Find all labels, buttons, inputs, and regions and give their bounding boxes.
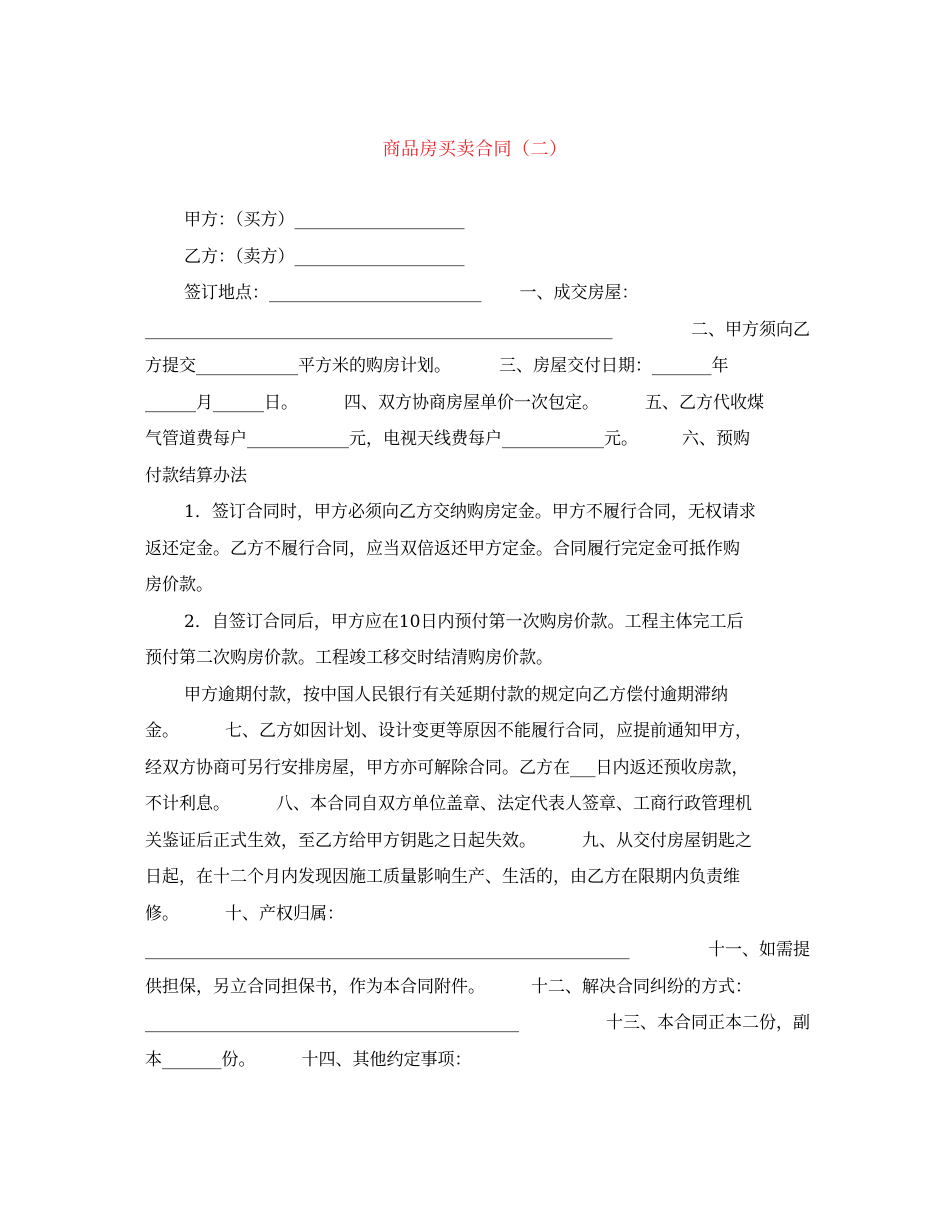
clause-2-heading: 二、甲方须向乙 <box>691 319 810 340</box>
para-3-line-1: 甲方逾期付款，按中国人民银行有关延期付款的规定向乙方偿付逾期滞纳 <box>184 684 728 705</box>
blank-line: _______________________________________________________ <box>145 319 613 340</box>
clause-13-end: 本_______份。 <box>145 1049 256 1070</box>
blank-line: ____________________________________________ <box>145 1013 519 1033</box>
clause-11-heading: 十一、如需提 <box>708 940 810 960</box>
para-3-text: 金。 <box>145 721 179 741</box>
para-3-line-2 <box>145 713 810 750</box>
para-3-line-7 <box>145 896 810 933</box>
para-3-line-8 <box>145 932 810 969</box>
contract-body <box>145 202 810 1078</box>
para-1-line-2: 返还定金。乙方不履行合同，应当双倍返还甲方定金。合同履行完定金可抵作购 <box>145 538 740 559</box>
clause-8-heading: 八、本合同自双方单位盖章、法定代表人签章、工商行政管理机 <box>276 794 752 814</box>
clause-14-heading: 十四、其他约定事项： <box>301 1049 472 1070</box>
clause-5-text: 气管道费每户____________元，电视天线费每户____________元。 <box>145 429 638 449</box>
blank-line: _________________________________________________________ <box>145 940 630 960</box>
party-a-line: 甲方：（买方）____________________ <box>184 210 465 230</box>
clause-11-text: 供担保，另立合同担保书，作为本合同附件。 <box>145 976 485 997</box>
clause-2-line <box>145 312 810 349</box>
clause-6-heading: 六、预购 <box>682 429 750 449</box>
sign-place-label: 签订地点：_________________________ <box>184 283 482 303</box>
clause-3-line <box>145 348 810 385</box>
para-3-line-9 <box>145 969 810 1006</box>
clause-7-end: 不计利息。 <box>145 794 230 814</box>
clause-7-heading: 七、乙方如因计划、设计变更等原因不能履行合同，应提前通知甲方， <box>225 721 752 741</box>
clause-1-heading: 一、成交房屋： <box>519 283 639 303</box>
clause-10-heading: 十、产权归属： <box>225 903 344 924</box>
sign-place-line <box>145 275 810 312</box>
date-text: ______月______日。 <box>145 392 298 413</box>
para-2-line-2: 预付第二次购房价款。工程竣工移交时结清购房价款。 <box>145 648 553 668</box>
para-3-line-3: 经双方协商可另行安排房屋，甲方亦可解除合同。乙方在___日内返还预收房款， <box>145 757 749 778</box>
para-1-line-1: 1．签订合同时，甲方必须向乙方交纳购房定金。甲方不履行合同，无权请求 <box>184 502 756 522</box>
clause-9-heading: 九、从交付房屋钥匙之 <box>582 830 752 851</box>
clause-9-end: 修。 <box>145 903 179 924</box>
clause-8-end: 关鉴证后正式生效，至乙方给甲方钥匙之日起失效。 <box>145 830 536 851</box>
clause-4-text: 四、双方协商房屋单价一次包定。 <box>344 392 599 413</box>
clause-12-heading: 十二、解决合同纠纷的方式： <box>531 976 752 997</box>
clause-3-heading: 三、房屋交付日期：_______年 <box>499 356 729 376</box>
party-b-line: 乙方：（卖方）____________________ <box>184 246 465 267</box>
clause-5-heading: 五、乙方代收煤 <box>645 392 764 413</box>
para-3-line-11 <box>145 1042 810 1079</box>
clause-4-5-line <box>145 385 810 422</box>
clause-6-text: 付款结算办法 <box>145 465 247 486</box>
para-3-line-6: 日起，在十二个月内发现因施工质量影响生产、生活的，由乙方在限期内负责维 <box>145 867 740 887</box>
para-2-line-1: 2．自签订合同后，甲方应在10日内预付第一次购房价款。工程主体完工后 <box>184 611 744 632</box>
clause-5-6-line <box>145 421 810 458</box>
clause-13-heading: 十三、本合同正本二份，副 <box>606 1013 810 1033</box>
clause-2-text: 方提交____________平方米的购房计划。 <box>145 356 451 376</box>
para-3-line-4 <box>145 786 810 823</box>
para-3-line-10 <box>145 1005 810 1042</box>
document-title: 商品房买卖合同（二） <box>382 139 568 160</box>
para-3-line-5 <box>145 823 810 860</box>
para-1-line-3: 房价款。 <box>145 575 213 595</box>
